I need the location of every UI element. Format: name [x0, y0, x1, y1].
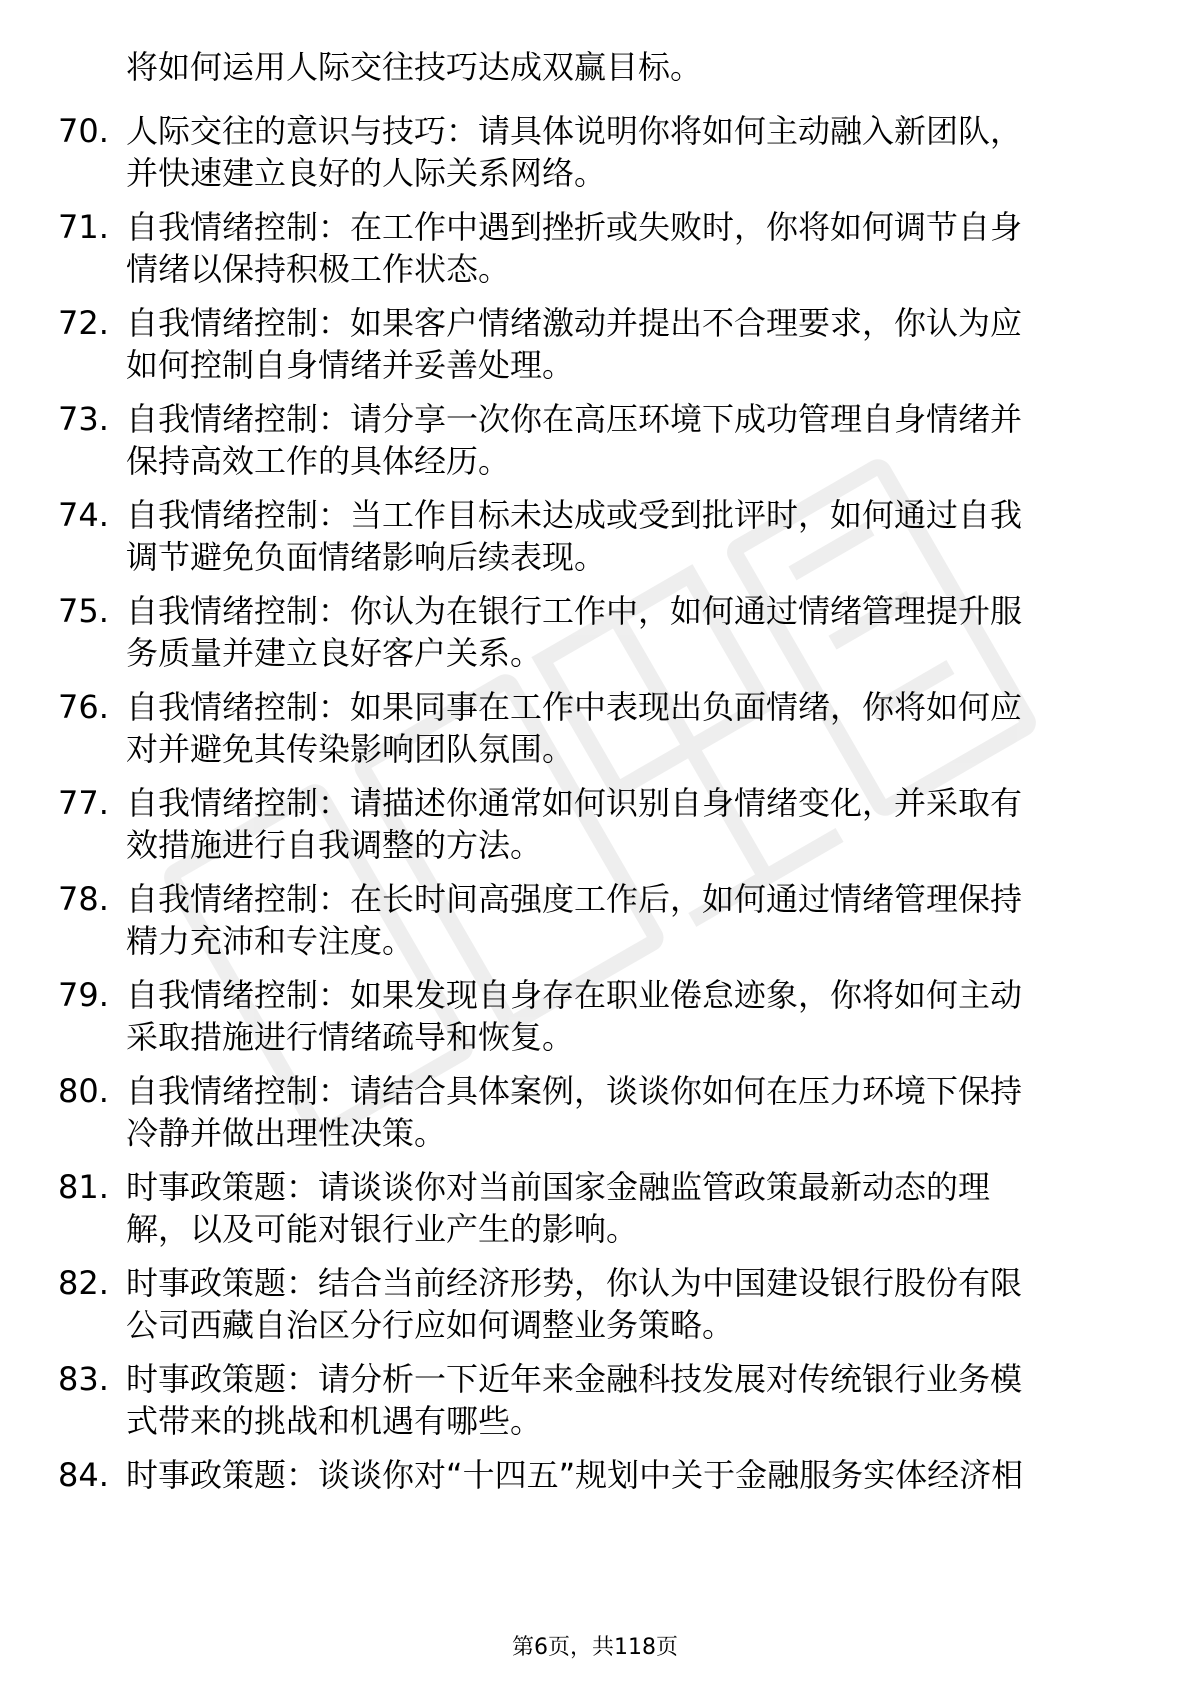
item-line: 自我情绪控制：请结合具体案例，谈谈你如何在压力环境下保持 [126, 1072, 1023, 1110]
item-line: 解，以及可能对银行业产生的影响。 [126, 1210, 639, 1248]
continued-text: 将如何运用人际交往技巧达成双赢目标。 [126, 48, 703, 86]
item-text [126, 686, 1126, 770]
item-text [126, 782, 1126, 866]
page-number: 第6页，共118页 [512, 1635, 678, 1660]
item-line: 人际交往的意识与技巧：请具体说明你将如何主动融入新团队， [126, 112, 1023, 150]
item-text [126, 878, 1126, 962]
item-number: 72. [58, 304, 109, 342]
item-number: 76. [58, 688, 109, 726]
item-line: 自我情绪控制：你认为在银行工作中，如何通过情绪管理提升服 [126, 592, 1023, 630]
item-line: 自我情绪控制：当工作目标未达成或受到批评时，如何通过自我 [126, 496, 1023, 534]
item-line: 式带来的挑战和机遇有哪些。 [126, 1402, 543, 1440]
item-number: 81. [58, 1168, 109, 1206]
item-text [126, 1262, 1126, 1346]
item-number: 74. [58, 496, 109, 534]
item-number: 79. [58, 976, 109, 1014]
item-text [126, 974, 1126, 1058]
item-line: 自我情绪控制：请分享一次你在高压环境下成功管理自身情绪并 [126, 400, 1023, 438]
item-line: 调节避免负面情绪影响后续表现。 [126, 538, 607, 576]
item-number: 84. [58, 1456, 109, 1494]
item-number: 82. [58, 1264, 109, 1302]
item-line: 自我情绪控制：如果发现自身存在职业倦怠迹象，你将如何主动 [126, 976, 1023, 1014]
item-text [126, 494, 1126, 578]
item-number: 83. [58, 1360, 109, 1398]
item-line: 务质量并建立良好客户关系。 [126, 634, 543, 672]
item-number: 75. [58, 592, 109, 630]
page-footer [0, 1634, 1190, 1662]
item-text [126, 302, 1126, 386]
item-line: 时事政策题：请分析一下近年来金融科技发展对传统银行业务模 [126, 1360, 1023, 1398]
item-line: 并快速建立良好的人际关系网络。 [126, 154, 607, 192]
item-line: 采取措施进行情绪疏导和恢复。 [126, 1018, 575, 1056]
item-line: 自我情绪控制：如果客户情绪激动并提出不合理要求，你认为应 [126, 304, 1023, 342]
item-text [126, 590, 1126, 674]
item-number: 71. [58, 208, 109, 246]
item-text [126, 110, 1126, 194]
item-number: 80. [58, 1072, 109, 1110]
item-line: 精力充沛和专注度。 [126, 922, 415, 960]
item-line: 自我情绪控制：在长时间高强度工作后，如何通过情绪管理保持 [126, 880, 1023, 918]
item-line: 时事政策题：请谈谈你对当前国家金融监管政策最新动态的理 [126, 1168, 991, 1206]
item-line: 对并避免其传染影响团队氛围。 [126, 730, 575, 768]
item-number: 78. [58, 880, 109, 918]
item-line: 冷静并做出理性决策。 [126, 1114, 447, 1152]
item-line: 自我情绪控制：在工作中遇到挫折或失败时，你将如何调节自身 [126, 208, 1023, 246]
item-line: 自我情绪控制：请描述你通常如何识别自身情绪变化，并采取有 [126, 784, 1023, 822]
item-text [126, 398, 1126, 482]
item-text [126, 1454, 1126, 1496]
item-line: 效措施进行自我调整的方法。 [126, 826, 543, 864]
item-line: 时事政策题：谈谈你对“十四五”规划中关于金融服务实体经济相 [126, 1456, 1024, 1494]
item-number: 77. [58, 784, 109, 822]
item-text [126, 206, 1126, 290]
item-line: 时事政策题：结合当前经济形势，你认为中国建设银行股份有限 [126, 1264, 1023, 1302]
item-line: 公司西藏自治区分行应如何调整业务策略。 [126, 1306, 735, 1344]
item-line: 保持高效工作的具体经历。 [126, 442, 511, 480]
item-number: 70. [58, 112, 109, 150]
item-line: 如何控制自身情绪并妥善处理。 [126, 346, 575, 384]
item-text [126, 1166, 1126, 1250]
item-number: 73. [58, 400, 109, 438]
item-line: 情绪以保持积极工作状态。 [126, 250, 511, 288]
item-line: 自我情绪控制：如果同事在工作中表现出负面情绪，你将如何应 [126, 688, 1023, 726]
item-text [126, 1358, 1126, 1442]
item-text [126, 1070, 1126, 1154]
